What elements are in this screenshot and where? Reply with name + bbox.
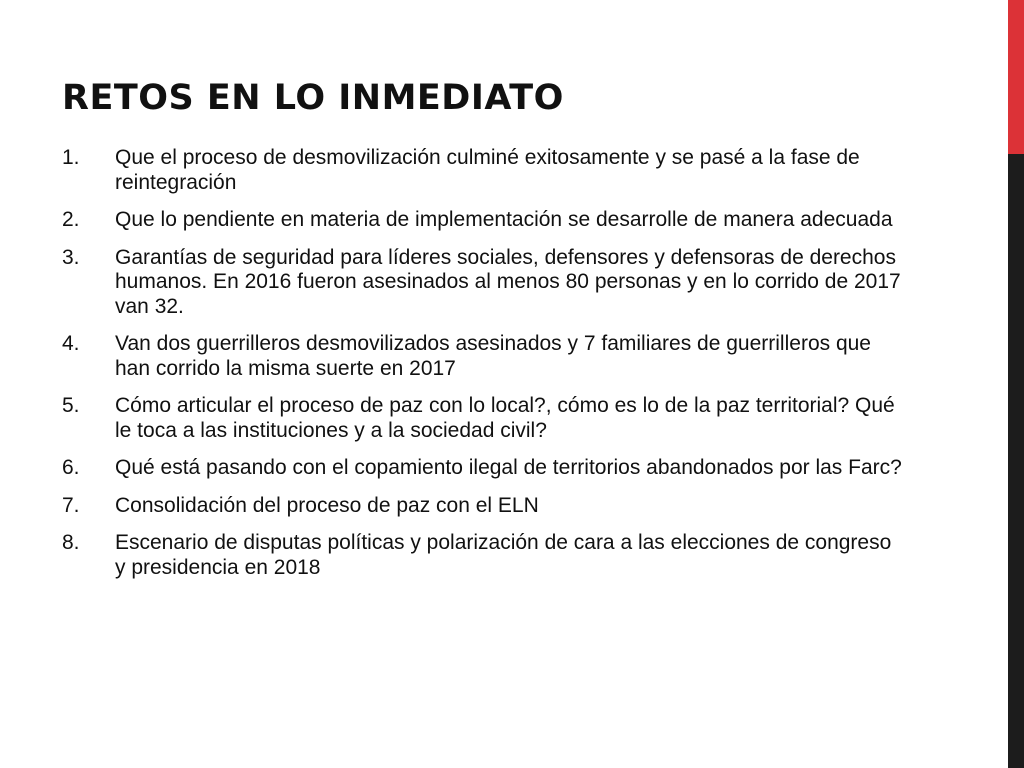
item-number: 1. bbox=[62, 146, 80, 169]
item-text: Qué está pasando con el copamiento ilegal de territorios abandonados por las Farc? bbox=[115, 456, 902, 479]
list-item bbox=[62, 146, 902, 195]
item-number: 4. bbox=[62, 332, 80, 355]
list-item bbox=[62, 208, 902, 233]
list-item bbox=[62, 246, 902, 320]
item-number: 7. bbox=[62, 493, 80, 517]
accent-bar-red bbox=[1008, 0, 1024, 154]
item-number: 5. bbox=[62, 394, 80, 417]
item-text: Cómo articular el proceso de paz con lo local?, cómo es lo de la paz territorial? Qué le toca a las instituciones y a la sociedad civil? bbox=[115, 394, 895, 442]
item-number: 3. bbox=[62, 245, 80, 269]
accent-bar-black bbox=[1008, 154, 1024, 768]
item-text: Escenario de disputas políticas y polarización de cara a las elecciones de congreso y presidencia en 2018 bbox=[115, 531, 892, 579]
list-item bbox=[62, 332, 902, 381]
item-text: Que el proceso de desmovilización culminé exitosamente y se pasé a la fase de reintegración bbox=[115, 146, 860, 194]
list-item bbox=[62, 394, 902, 443]
list-item bbox=[62, 531, 902, 580]
list-item bbox=[62, 456, 902, 481]
item-number: 6. bbox=[62, 456, 80, 479]
item-text: Consolidación del proceso de paz con el ELN bbox=[115, 493, 539, 517]
item-number: 2. bbox=[62, 208, 80, 231]
challenges-list bbox=[62, 146, 902, 593]
slide-title: RETOS EN LO INMEDIATO bbox=[62, 78, 564, 118]
item-text: Garantías de seguridad para líderes sociales, defensores y defensoras de derechos humanos. En 2016 fueron asesinados al menos 80 personas y en lo corrido de 2017 van 32. bbox=[115, 245, 901, 318]
item-number: 8. bbox=[62, 531, 80, 554]
item-text: Van dos guerrilleros desmovilizados asesinados y 7 familiares de guerrilleros que han corrido la misma suerte en 2017 bbox=[115, 332, 871, 380]
list-item bbox=[62, 494, 902, 519]
item-text: Que lo pendiente en materia de implementación se desarrolle de manera adecuada bbox=[115, 208, 893, 231]
